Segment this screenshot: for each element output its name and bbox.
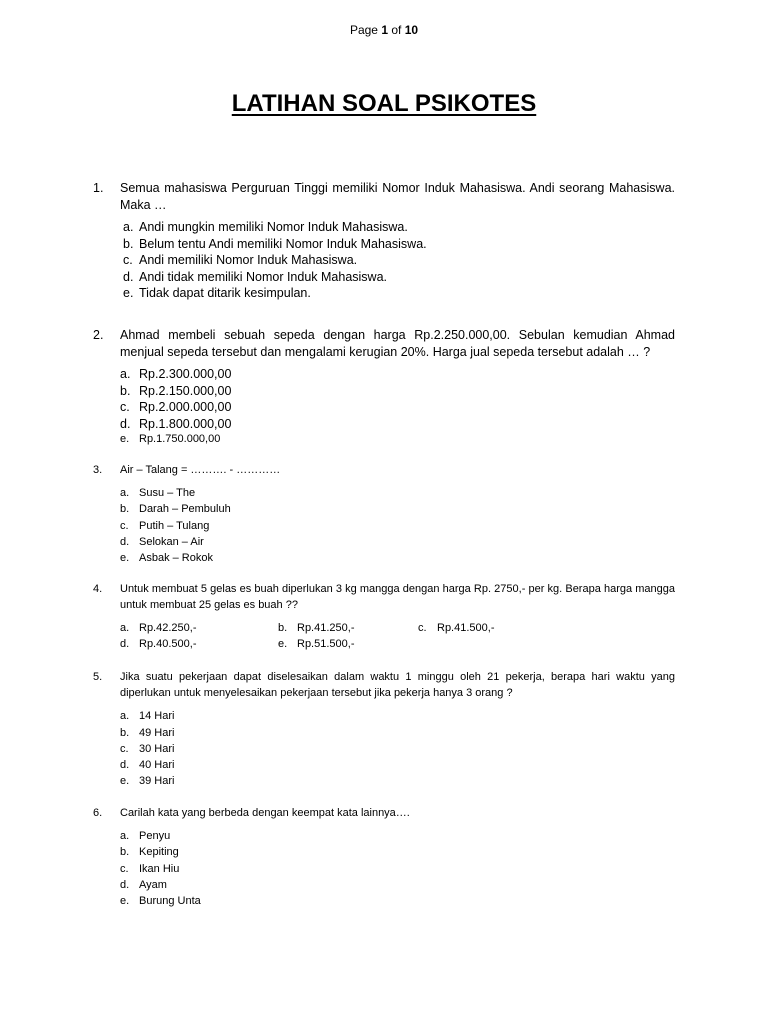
option-label: a. — [120, 487, 130, 500]
option-label: d. — [120, 416, 131, 431]
option-text: Rp.41.500,- — [437, 622, 495, 635]
option-list — [120, 828, 675, 909]
option-text: 30 Hari — [139, 742, 175, 755]
option-b — [120, 501, 675, 517]
option-label: b. — [120, 846, 130, 859]
option-text: Rp.42.250,- — [139, 622, 197, 635]
option-list — [120, 485, 675, 566]
option-text: Rp.1.800.000,00 — [139, 416, 232, 431]
page-current: 1 — [381, 23, 388, 37]
option-label: d. — [120, 878, 130, 891]
option-label: d. — [120, 535, 130, 548]
option-a — [120, 485, 675, 501]
option-label: e. — [120, 895, 130, 908]
option-text: Darah – Pembuluh — [139, 503, 231, 516]
option-label: c. — [120, 862, 129, 875]
option-grid — [120, 620, 675, 654]
option-text: Ayam — [139, 878, 167, 891]
document-title-text: LATIHAN SOAL PSIKOTES — [231, 90, 537, 117]
option-text: Andi memiliki Nomor Induk Mahasiswa. — [139, 253, 358, 267]
option-b — [120, 844, 675, 860]
option-text: 40 Hari — [139, 759, 175, 772]
option-text: Penyu — [139, 830, 171, 843]
option-a — [120, 828, 675, 844]
question-number: 4. — [93, 583, 103, 595]
option-label: c. — [120, 400, 130, 414]
option-e — [120, 893, 675, 909]
option-label: e. — [120, 552, 130, 565]
page-indicator — [0, 23, 768, 37]
option-c — [120, 399, 675, 416]
option-list — [120, 219, 675, 302]
option-a — [120, 708, 675, 724]
option-label: e. — [123, 286, 134, 300]
option-label: d. — [123, 269, 134, 284]
option-text: Andi tidak memiliki Nomor Induk Mahasiswa. — [139, 269, 388, 284]
option-e — [120, 285, 675, 302]
page-total: 10 — [404, 23, 419, 37]
option-label: e. — [120, 775, 130, 788]
question-4 — [93, 581, 675, 654]
question-number: 3. — [93, 464, 103, 476]
option-e — [120, 550, 675, 566]
option-text: Burung Unta — [139, 895, 201, 908]
question-text: Air – Talang = ………. - ………… — [120, 464, 281, 476]
option-list — [120, 708, 675, 789]
option-text: Rp.2.150.000,00 — [139, 383, 232, 398]
option-d — [120, 757, 675, 773]
option-text: Rp.2.300.000,00 — [139, 367, 232, 381]
question-number: 2. — [93, 328, 104, 342]
option-label: b. — [120, 726, 130, 739]
option-label: d. — [120, 759, 130, 772]
option-text: Selokan – Air — [139, 535, 204, 548]
option-d — [120, 416, 675, 433]
option-text: Ikan Hiu — [139, 862, 180, 875]
option-label: a. — [120, 622, 130, 635]
option-text: Rp.41.250,- — [297, 622, 355, 635]
document-title — [0, 90, 768, 118]
option-d — [120, 877, 675, 893]
option-text: Kepiting — [139, 846, 179, 859]
option-label: b. — [123, 236, 134, 251]
option-label: b. — [120, 503, 130, 516]
option-label: a. — [120, 830, 130, 843]
option-label: e. — [120, 433, 130, 445]
question-3 — [93, 462, 675, 566]
option-a — [120, 366, 675, 383]
option-d — [120, 269, 675, 286]
question-text: Jika suatu pekerjaan dapat diselesaikan dalam waktu 1 minggu oleh 21 pekerja, berapa hari waktu yang diperlukan untuk menyelesaikan pekerjaan tersebut jika pekerja hanya 3 orang ? — [120, 671, 675, 700]
option-c — [120, 861, 675, 877]
option-label: c. — [120, 519, 129, 532]
option-c — [120, 252, 675, 269]
option-text: Rp.2.000.000,00 — [139, 400, 232, 414]
question-text: Ahmad membeli sebuah sepeda dengan harga Rp.2.250.000,00. Sebulan kemudian Ahmad menjual sepeda tersebut dan mengalami kerugian 20%. Harga jual sepeda tersebut adalah … ? — [120, 328, 675, 359]
option-text: Rp.51.500,- — [297, 638, 355, 651]
option-text: Rp.40.500,- — [139, 638, 197, 651]
option-text: 14 Hari — [139, 710, 175, 723]
option-text: Tidak dapat ditarik kesimpulan. — [139, 286, 311, 300]
option-text: Asbak – Rokok — [139, 552, 213, 565]
option-label: c. — [123, 253, 133, 267]
question-text: Carilah kata yang berbeda dengan keempat kata lainnya…. — [120, 807, 410, 819]
question-number: 6. — [93, 807, 103, 819]
question-text: Semua mahasiswa Perguruan Tinggi memiliki Nomor Induk Mahasiswa. Andi seorang Mahasiswa. Maka … — [120, 181, 675, 212]
question-1 — [93, 180, 675, 302]
option-label: c. — [418, 622, 427, 635]
question-number: 5. — [93, 671, 103, 683]
option-d — [120, 534, 675, 550]
question-number: 1. — [93, 181, 104, 195]
question-6 — [93, 805, 675, 909]
question-text: Untuk membuat 5 gelas es buah diperlukan 3 kg mangga dengan harga Rp. 2750,- per kg. Berapa harga mangga untuk membuat 25 gelas es buah ?? — [120, 583, 675, 612]
option-text: Belum tentu Andi memiliki Nomor Induk Mahasiswa. — [139, 236, 427, 251]
option-text: Andi mungkin memiliki Nomor Induk Mahasiswa. — [139, 220, 408, 234]
option-a — [120, 219, 675, 236]
option-text: 39 Hari — [139, 775, 175, 788]
option-text: Susu – The — [139, 487, 196, 500]
option-b — [120, 236, 675, 253]
option-label: a. — [120, 710, 130, 723]
page-prefix: Page — [349, 23, 378, 37]
option-label: a. — [120, 367, 131, 381]
option-label: c. — [120, 742, 129, 755]
question-2 — [93, 327, 675, 447]
option-label: a. — [123, 220, 134, 234]
option-b — [120, 383, 675, 400]
option-list — [120, 366, 675, 447]
option-c — [120, 741, 675, 757]
option-c — [120, 518, 675, 534]
option-text: 49 Hari — [139, 726, 175, 739]
question-5 — [93, 669, 675, 789]
option-text: Putih – Tulang — [139, 519, 210, 532]
option-b — [120, 725, 675, 741]
option-e — [120, 432, 675, 447]
option-label: d. — [120, 638, 130, 651]
option-label: e. — [278, 638, 288, 651]
page-sep: of — [391, 23, 402, 37]
option-label: b. — [120, 383, 131, 398]
option-label: b. — [278, 622, 288, 635]
option-text: Rp.1.750.000,00 — [139, 433, 221, 445]
option-e — [120, 773, 675, 789]
